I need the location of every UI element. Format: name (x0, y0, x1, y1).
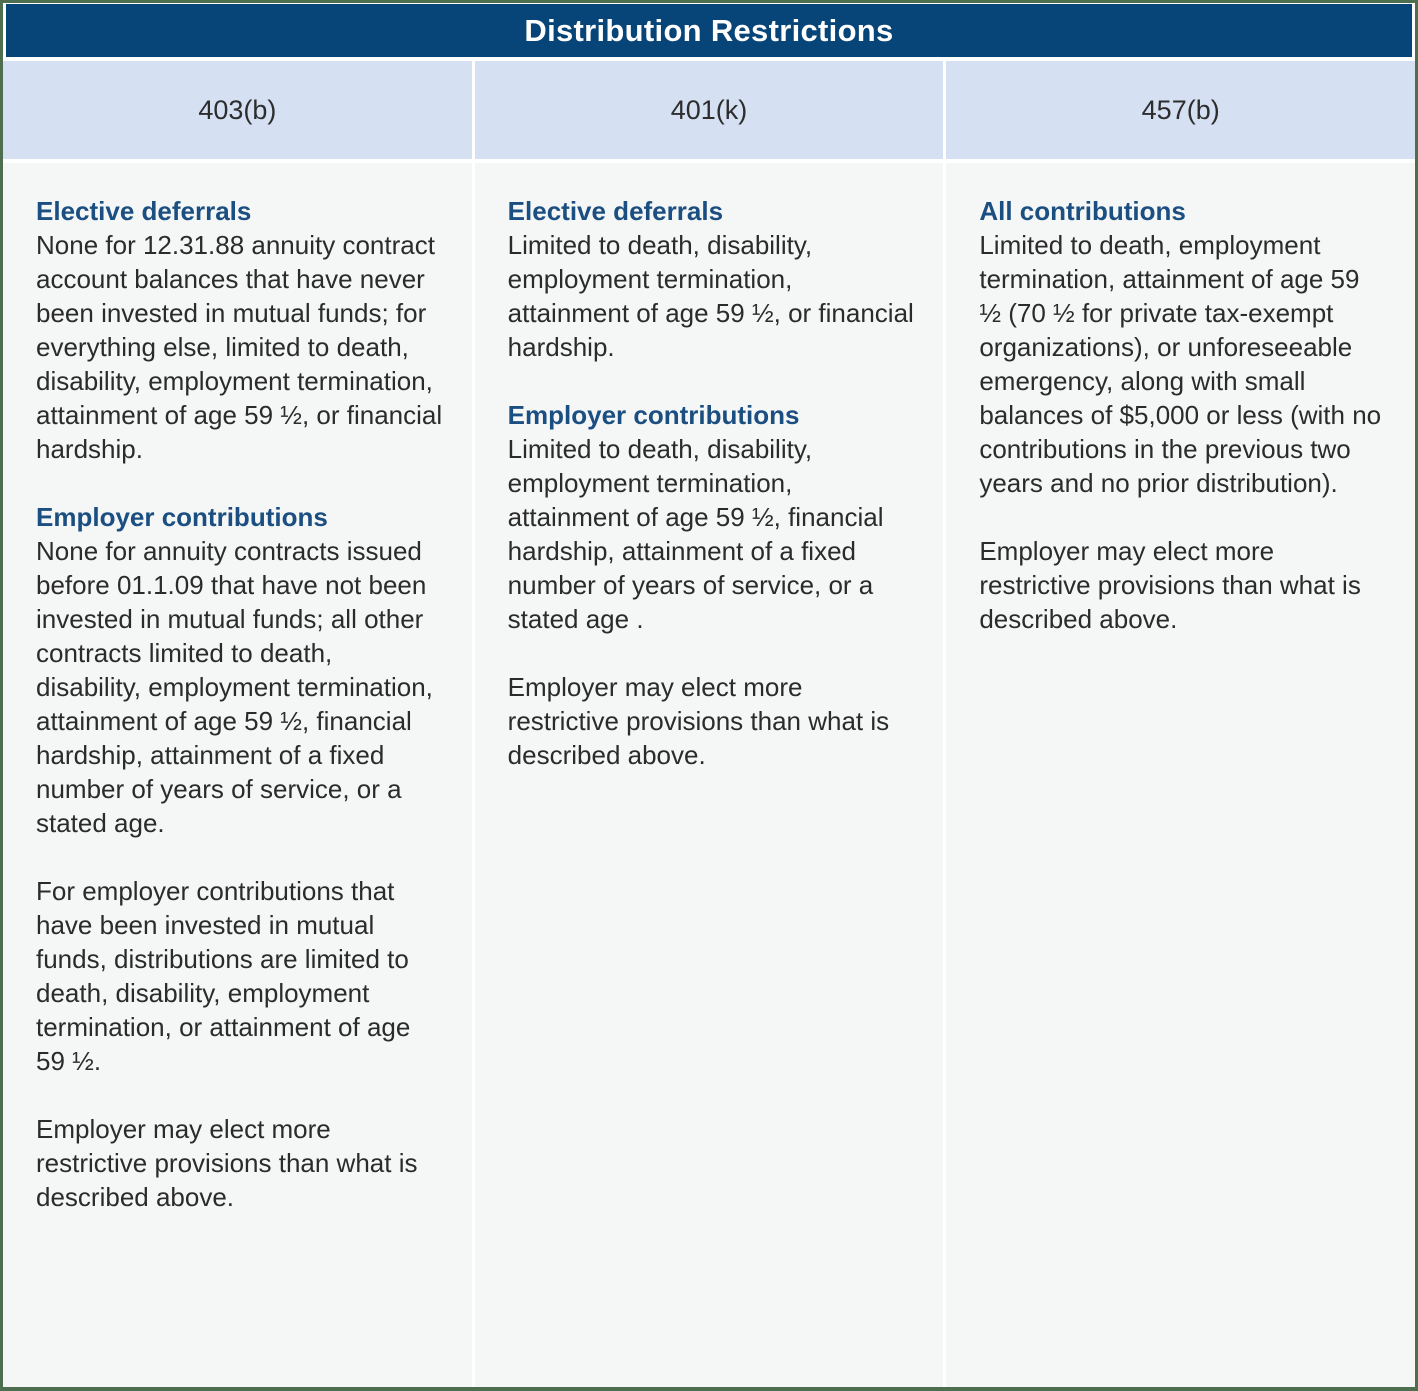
column-header-403b: 403(b) (3, 61, 472, 159)
section-paragraph: Employer may elect more restrictive provisions than what is described above. (979, 536, 1361, 634)
section-paragraph: Employer may elect more restrictive provisions than what is described above. (36, 1114, 418, 1212)
restriction-block (36, 874, 444, 1078)
column-body-401k (475, 163, 944, 1387)
restriction-block (979, 194, 1387, 500)
section-paragraph: Limited to death, disability, employment termination, attainment of age 59 ½, or financial hardship. (507, 230, 914, 362)
section-heading: Employer contributions (507, 400, 800, 430)
section-paragraph: Limited to death, disability, employment termination, attainment of age 59 ½, financial hardship, attainment of a fixed number of years of service, or a stated age . (507, 434, 884, 634)
restrictions-body-row (3, 163, 1415, 1387)
restriction-block (36, 1112, 444, 1214)
section-paragraph: Limited to death, employment termination, attainment of age 59 ½ (70 ½ for private tax-exempt organizations), or unforeseeable emergency, along with small balances of $5,000 or less (with no contributions in the previous two years and no prior distribution). (979, 230, 1382, 498)
table-title-bar (6, 4, 1412, 57)
section-heading: Elective deferrals (507, 196, 724, 226)
section-heading: Elective deferrals (36, 196, 252, 226)
column-header-457b: 457(b) (946, 61, 1415, 159)
restriction-block (36, 194, 444, 466)
restriction-block (979, 534, 1387, 636)
table-title: Distribution Restrictions (524, 12, 894, 48)
section-heading: Employer contributions (36, 502, 328, 532)
section-paragraph: None for 12.31.88 annuity contract account balances that have never been invested in mutual funds; for everything else, limited to death, disability, employment termination, attainment of age 59 ½, or financial hardship. (36, 230, 443, 464)
restriction-block (508, 194, 916, 364)
column-body-457b (946, 163, 1415, 1387)
restriction-block (508, 670, 916, 772)
section-paragraph: For employer contributions that have been invested in mutual funds, distributions are limited to death, disability, employment termination, or attainment of age 59 ½. (36, 876, 411, 1076)
section-paragraph: Employer may elect more restrictive provisions than what is described above. (507, 672, 890, 770)
column-body-403b (3, 163, 472, 1387)
section-heading: All contributions (979, 196, 1186, 226)
restriction-block (36, 500, 444, 840)
plan-type-header-row (3, 61, 1415, 159)
column-header-401k: 401(k) (475, 61, 944, 159)
restriction-block (508, 398, 916, 636)
section-paragraph: None for annuity contracts issued before 01.1.09 that have not been invested in mutual funds; all other contracts limited to death, disability, employment termination, attainment of age 59 ½, financial hardship, attainment of a fixed number of years of service, or a stated age. (36, 536, 433, 838)
